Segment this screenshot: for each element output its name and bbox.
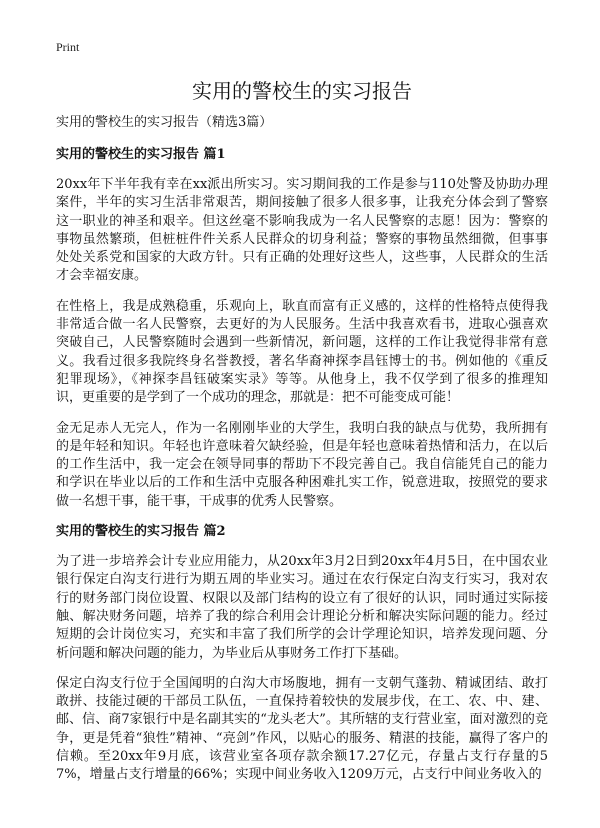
paragraph: 在性格上，我是成熟稳重，乐观向上，耿直而富有正义感的，这样的性格特点使得我非常适合做一名人民警察，去更好的为人民服务。生活中我喜欢看书，进取心强喜欢突破自己，人民警察随时会遇到一些新情况，新问题，这样的工作让我觉得非常有意义。我看过很多我院终身名誉教授，著名华裔神探李昌钰博士的书。例如他的《重反犯罪现场》，《神探李昌钰破案实录》等等。从他身上，我不仅学到了很多的推理知识，更重要的是学到了一个成功的理念，那就是：把不可能变成可能！ <box>56 298 548 406</box>
paragraph: 为了进一步培养会计专业应用能力，从20xx年3月2日到20xx年4月5日，在中国农业银行保定白沟支行进行为期五周的毕业实习。通过在农行保定白沟支行实习，我对农行的财务部门岗位设置、权限以及部门结构的设立有了很好的认识，同时通过实际接触、解决财务问题，培养了我的综合利用会计理论分析和解决实际问题的能力。经过短期的会计岗位实习，充实和丰富了我们所学的会计学理论知识，培养发现问题、分析问题和解决问题的能力，为毕业后从事财务工作打下基础。 <box>56 554 548 661</box>
paragraph: 保定白沟支行位于全国闻明的白沟大市场腹地，拥有一支朝气蓬勃、精诚团结、敢打敢拼、技能过硬的干部员工队伍，一直保持着较快的发展步伐，在工、农、中、建、邮、信、商7家银行中是名副其实的“龙头老大”。其所辖的支行营业室，面对激烈的竞争，更是凭着“狼性”精神、“亮剑”作风，以贴心的服务、精湛的技能，赢得了客户的信赖。至20xx年9月底，该营业室各项存款余额17.27亿元，存量占支行存量的57%，增量占支行增量的66%；实现中间业务收入1209万元，占支行中间业务收入的 <box>56 675 548 783</box>
section-heading: 实用的警校生的实习报告 篇2 <box>56 524 226 540</box>
section-2 <box>56 523 548 785</box>
print-label[interactable]: Print <box>56 40 80 54</box>
paragraph: 金无足赤人无完人，作为一名刚刚毕业的大学生，我明白我的缺点与优势，我所拥有的是年轻和知识。年轻也许意味着欠缺经验，但是年轻也意味着热情和活力，在以后的工作生活中，我一定会在领导同事的帮助下不段完善自己。我自信能凭自己的能力和学识在毕业以后的工作和生活中克服各种困难扎实工作，锐意进取，按照党的要求做一名想干事，能干事，干成事的优秀人民警察。 <box>56 420 548 509</box>
section-heading: 实用的警校生的实习报告 篇1 <box>56 147 226 162</box>
document-title: 实用的警校生的实习报告 <box>192 79 412 103</box>
section-1 <box>56 146 548 511</box>
document-subtitle: 实用的警校生的实习报告（精选3篇） <box>56 115 273 130</box>
paragraph: 20xx年下半年我有幸在xx派出所实习。实习期间我的工作是参与110处警及协助办理案件，半年的实习生活非常艰苦，期间接触了很多人很多事，让我充分体会到了警察这一职业的神圣和艰辛。但这丝毫不影响我成为一名人民警察的志愿！因为：警察的事物虽然繁琐，但桩桩件件关系人民群众的切身利益；警察的事物虽然细微，但事事处处关系党和国家的大政方针。只有正确的处理好这些人，这些事，人民群众的生活才会幸福安康。 <box>56 177 548 284</box>
